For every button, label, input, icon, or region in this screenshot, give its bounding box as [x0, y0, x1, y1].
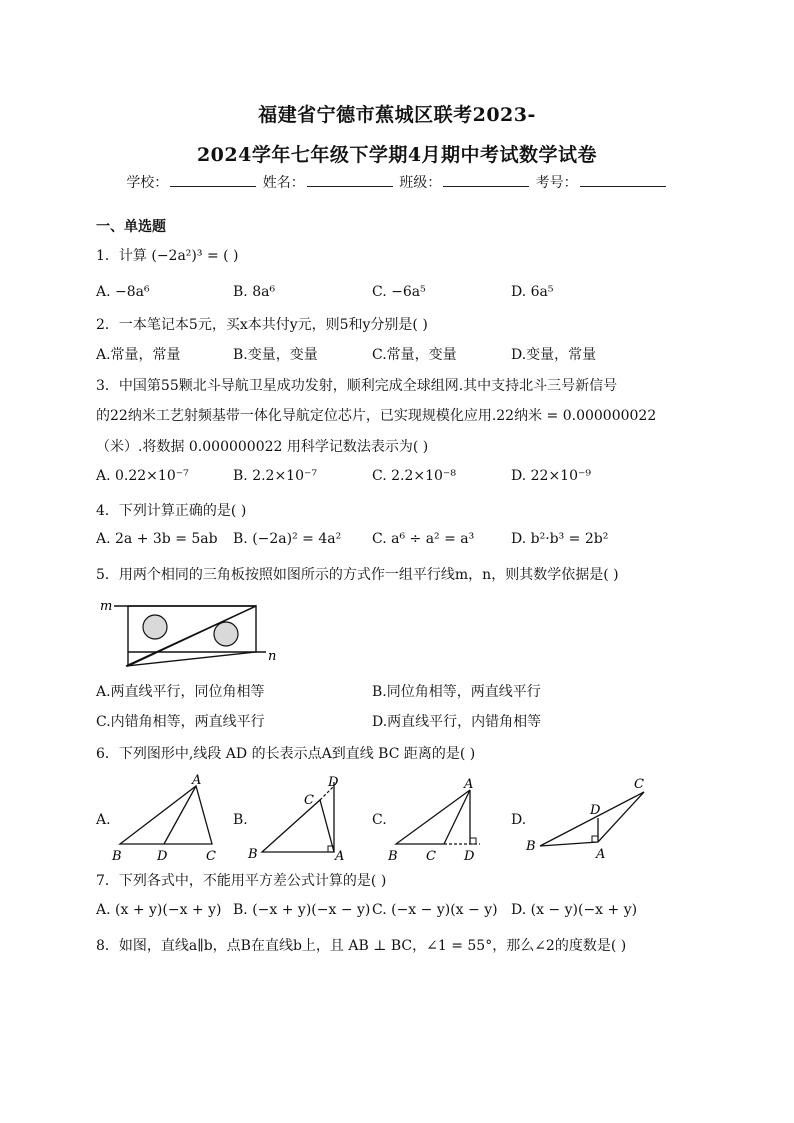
- q1-option-b[interactable]: B. 8a⁶: [233, 284, 276, 300]
- figb-label-a: A: [335, 849, 345, 864]
- figc-label-d: D: [464, 849, 475, 864]
- question-3-stem-line1: 3．中国第55颗北斗导航卫星成功发射，顺利完成全球组网.其中支持北斗三号新信号: [96, 378, 618, 394]
- q1-option-a[interactable]: A. −8a⁶: [96, 284, 150, 300]
- q2-option-d[interactable]: D.变量，常量: [511, 347, 597, 363]
- q1-option-d[interactable]: D. 6a⁵: [511, 284, 554, 300]
- q5-option-c[interactable]: C.内错角相等，两直线平行: [96, 714, 265, 730]
- class-blank[interactable]: [443, 174, 529, 187]
- figa-label-d: D: [157, 849, 168, 864]
- exam-number-blank[interactable]: [580, 174, 666, 187]
- q7-option-a[interactable]: A. (x + y)(−x + y): [96, 902, 222, 918]
- figb-label-d: D: [328, 775, 339, 790]
- q7-option-c[interactable]: C. (−x − y)(x − y): [372, 902, 498, 918]
- figc-label-a: A: [464, 777, 474, 792]
- figb-label-c: C: [304, 793, 314, 808]
- q6-option-b[interactable]: B.: [233, 812, 248, 828]
- class-label: 班级：: [399, 175, 442, 191]
- q4-option-d[interactable]: D. b²·b³ = 2b²: [511, 531, 609, 547]
- figd-label-d: D: [590, 803, 601, 818]
- q3-option-d[interactable]: D. 22×10⁻⁹: [511, 468, 591, 484]
- q5-triangle-ruler-figure: [96, 592, 296, 668]
- section-heading: 一、单选题: [96, 219, 166, 235]
- q6-figure-d: [522, 772, 652, 866]
- question-8-stem: 8．如图，直线a∥b，点B在直线b上，且 AB ⊥ BC，∠1 = 55°，那么∠2的度数是( ): [96, 938, 627, 954]
- question-7-stem: 7．下列各式中，不能用平方差公式计算的是( ): [96, 873, 387, 889]
- school-blank[interactable]: [170, 174, 256, 187]
- q3-option-b[interactable]: B. 2.2×10⁻⁷: [233, 468, 317, 484]
- figd-label-a: A: [596, 847, 606, 862]
- q6-option-d[interactable]: D.: [511, 812, 527, 828]
- figa-label-a: A: [192, 773, 202, 788]
- question-3-stem-line3: （米）.将数据 0.000000022 用科学记数法表示为( ): [96, 439, 429, 455]
- figa-label-b: B: [112, 849, 122, 864]
- label-n: n: [268, 649, 277, 664]
- q6-option-c[interactable]: C.: [372, 812, 387, 828]
- exam-title-line2: 2024学年七年级下学期4月期中考试数学试卷: [196, 144, 598, 166]
- student-info-row: [0, 172, 794, 192]
- q6-figure-c: [384, 772, 494, 866]
- label-m: m: [100, 599, 113, 614]
- q6-option-a[interactable]: A.: [96, 812, 111, 828]
- q3-option-a[interactable]: A. 0.22×10⁻⁷: [96, 468, 189, 484]
- ruler-hole-left: [143, 615, 167, 639]
- question-2-stem: 2．一本笔记本5元，买x本共付y元，则5和y分别是( ): [96, 317, 428, 333]
- q4-option-b[interactable]: B. (−2a)² = 4a²: [233, 531, 342, 547]
- q7-option-b[interactable]: B. (−x + y)(−x − y): [233, 902, 371, 918]
- exam-title-line1: 福建省宁德市蕉城区联考2023-: [258, 104, 536, 126]
- q2-option-b[interactable]: B.变量，变量: [233, 347, 318, 363]
- school-label: 学校：: [126, 175, 169, 191]
- figd-label-c: C: [634, 777, 644, 792]
- question-6-stem: 6．下列图形中,线段 AD 的长表示点A到直线 BC 距离的是( ): [96, 746, 476, 762]
- q4-option-c[interactable]: C. a⁶ ÷ a² = a³: [372, 531, 475, 547]
- name-blank[interactable]: [307, 174, 393, 187]
- q5-option-a[interactable]: A.两直线平行，同位角相等: [96, 684, 265, 700]
- q7-option-d[interactable]: D. (x − y)(−x + y): [511, 902, 638, 918]
- q6-figure-a: [108, 772, 226, 866]
- q1-option-c[interactable]: C. −6a⁵: [372, 284, 426, 300]
- question-5-stem: 5．用两个相同的三角板按照如图所示的方式作一组平行线m，n，则其数学依据是( ): [96, 567, 619, 583]
- q5-option-d[interactable]: D.两直线平行，内错角相等: [372, 714, 542, 730]
- figd-label-b: B: [526, 839, 536, 854]
- q5-option-b[interactable]: B.同位角相等，两直线平行: [372, 684, 541, 700]
- figa-label-c: C: [206, 849, 216, 864]
- figc-label-b: B: [388, 849, 398, 864]
- q4-option-a[interactable]: A. 2a + 3b = 5ab: [96, 531, 218, 547]
- ruler-hole-right: [214, 622, 238, 646]
- question-4-stem: 4．下列计算正确的是( ): [96, 503, 247, 519]
- figb-label-b: B: [248, 847, 258, 862]
- exam-number-label: 考号：: [535, 175, 578, 191]
- q2-option-c[interactable]: C.常量，变量: [372, 347, 457, 363]
- question-3-stem-line2: 的22纳米工艺射频基带一体化导航定位芯片，已实现规模化应用.22纳米 = 0.000000022: [96, 408, 657, 424]
- figc-label-c: C: [426, 849, 436, 864]
- q2-option-a[interactable]: A.常量，常量: [96, 347, 181, 363]
- q3-option-c[interactable]: C. 2.2×10⁻⁸: [372, 468, 456, 484]
- name-label: 姓名：: [262, 175, 305, 191]
- question-1-stem: 1．计算 (−2a²)³ = ( ): [96, 248, 239, 264]
- q6-figure-b: [244, 772, 362, 866]
